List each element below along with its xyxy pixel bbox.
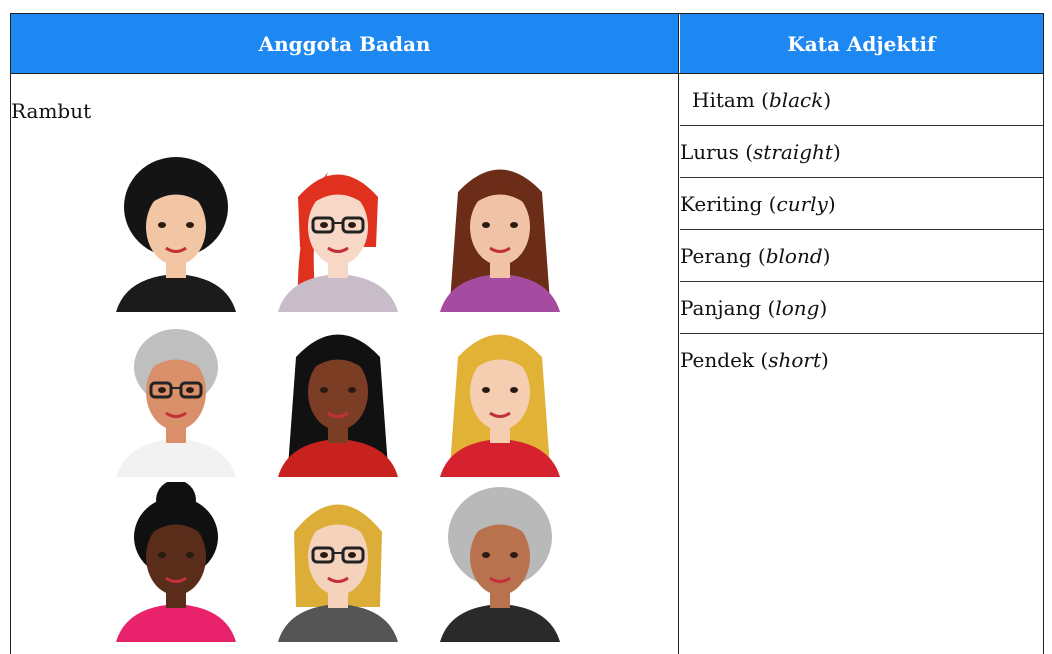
adjective-gloss: long: [775, 295, 820, 320]
adjective-item: Lurus ( straight ): [680, 126, 1043, 178]
adjective-table: [10, 13, 1044, 654]
hairstyle-avatar: [430, 317, 570, 477]
avatar-illustration: [430, 152, 570, 312]
adjective-word: Perang: [680, 243, 752, 268]
avatar-illustration: [268, 152, 408, 312]
adjective-word: Hitam: [692, 87, 755, 112]
avatar-illustration: [106, 482, 246, 642]
avatar-illustration: [268, 317, 408, 477]
hairstyle-avatar: [106, 482, 246, 642]
adjective-gloss: black: [768, 87, 824, 112]
adjective-item: Keriting ( curly ): [680, 178, 1043, 230]
adjective-word: Lurus: [680, 139, 739, 164]
hairstyle-avatar: [268, 317, 408, 477]
body-part-label: Rambut: [11, 99, 92, 123]
hairstyle-avatar: [106, 317, 246, 477]
adjective-item: Panjang ( long ): [680, 282, 1043, 334]
adjective-word: Panjang: [680, 295, 762, 320]
adjective-gloss: short: [768, 348, 822, 372]
avatar-illustration: [268, 482, 408, 642]
avatar-illustration: [106, 152, 246, 312]
adjective-item: Hitam ( black ): [680, 74, 1043, 126]
adjective-gloss: curly: [776, 191, 828, 216]
avatar-illustration: [106, 317, 246, 477]
hairstyle-avatar: [430, 152, 570, 312]
header-adjective: Kata Adjektif: [680, 14, 1043, 73]
adjective-word: Pendek: [680, 348, 755, 372]
column-divider: [678, 14, 679, 654]
hairstyle-avatar: [430, 482, 570, 642]
hairstyle-avatar: [106, 152, 246, 312]
hair-illustration-grid: [106, 152, 586, 652]
adjective-item: Pendek ( short ): [680, 348, 829, 372]
adjective-list: [680, 74, 1043, 386]
adjective-word: Keriting: [680, 191, 763, 216]
hairstyle-avatar: [268, 152, 408, 312]
adjective-gloss: straight: [753, 139, 833, 164]
avatar-illustration: [430, 482, 570, 642]
adjective-item: Perang ( blond ): [680, 230, 1043, 282]
avatar-illustration: [430, 317, 570, 477]
adjective-gloss: blond: [765, 243, 823, 268]
hairstyle-avatar: [268, 482, 408, 642]
header-body-part: Anggota Badan: [11, 14, 678, 73]
